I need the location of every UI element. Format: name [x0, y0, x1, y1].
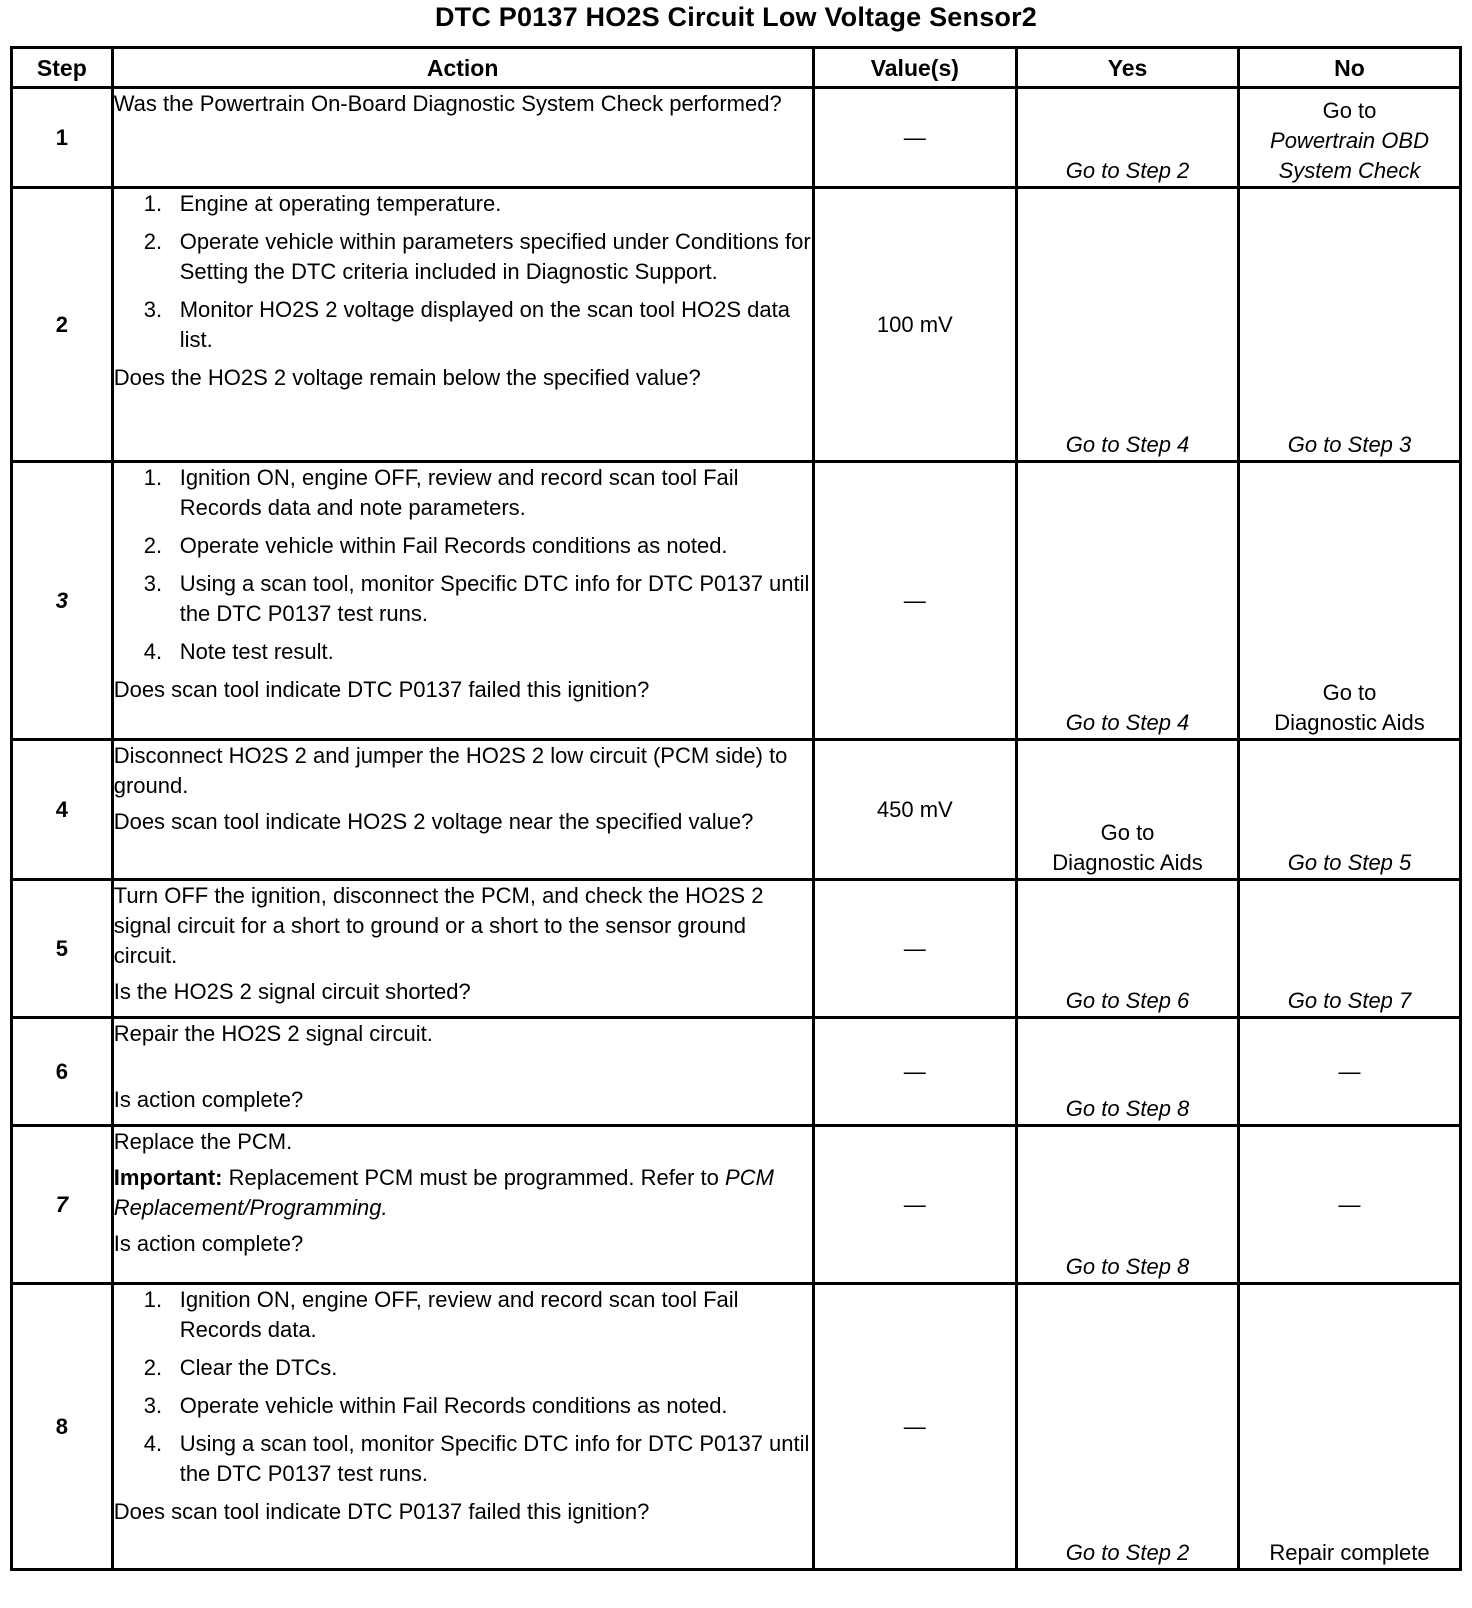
action-text: Repair the HO2S 2 signal circuit.: [113, 1021, 433, 1046]
no-cell: —: [1239, 1126, 1461, 1284]
action-step: 3. Using a scan tool, monitor Specific DTC info for DTC P0137 until the DTC P0137 test runs.: [143, 571, 810, 626]
action-text: Turn OFF the ignition, disconnect the PCM, and check the HO2S 2 signal circuit for a short to ground or a short to the sensor ground circuit.: [113, 883, 764, 968]
step-number: 1: [12, 88, 113, 188]
action-question: Is action complete?: [113, 1087, 304, 1112]
table-row-step-5: [12, 880, 1461, 1018]
no-cell: —: [1239, 1018, 1461, 1126]
yes-link[interactable]: Go to Step 8: [1065, 1254, 1190, 1279]
action-cell: [112, 740, 813, 880]
step-number: 4: [12, 740, 113, 880]
action-step: 2. Clear the DTCs.: [143, 1355, 338, 1380]
header-step: Step: [12, 48, 113, 88]
table-row-step-7: [12, 1126, 1461, 1284]
value-cell: —: [813, 880, 1016, 1018]
header-action: Action: [112, 48, 813, 88]
action-text: Replace the PCM.: [113, 1129, 293, 1154]
action-question: Is action complete?: [113, 1231, 304, 1256]
action-cell: [112, 1126, 813, 1284]
step-number: 3: [12, 462, 113, 740]
header-row: [12, 48, 1461, 88]
action-cell: [112, 880, 813, 1018]
yes-link[interactable]: Go to Step 2: [1065, 158, 1190, 183]
action-text: Was the Powertrain On-Board Diagnostic System Check performed?: [113, 91, 782, 116]
page-title: DTC P0137 HO2S Circuit Low Voltage Sensor2: [434, 2, 1038, 32]
no-link[interactable]: Diagnostic Aids: [1274, 710, 1425, 735]
pcm-replacement-link[interactable]: PCM Replacement/Programming.: [113, 1165, 774, 1220]
no-cell: [1239, 462, 1461, 740]
table-row-step-1: [12, 88, 1461, 188]
action-question: Does scan tool indicate DTC P0137 failed this ignition?: [113, 1499, 650, 1524]
step-number: 6: [12, 1018, 113, 1126]
action-step: 2. Operate vehicle within Fail Records conditions as noted.: [143, 533, 728, 558]
action-question: Does scan tool indicate HO2S 2 voltage near the specified value?: [113, 809, 754, 834]
value-cell: —: [813, 1284, 1016, 1570]
action-cell: [112, 462, 813, 740]
action-step: 2. Operate vehicle within parameters specified under Conditions for Setting the DTC criteria included in Diagnostic Support.: [143, 229, 811, 284]
value-cell: —: [813, 462, 1016, 740]
action-step: 4. Using a scan tool, monitor Specific DTC info for DTC P0137 until the DTC P0137 test runs.: [143, 1431, 810, 1486]
yes-link[interactable]: Diagnostic Aids: [1052, 850, 1203, 875]
no-cell: [1239, 188, 1461, 462]
yes-cell: [1017, 462, 1239, 740]
yes-cell: [1017, 88, 1239, 188]
action-steps: [114, 1285, 812, 1489]
action-cell: [112, 88, 813, 188]
action-cell: [112, 188, 813, 462]
yes-cell: [1017, 880, 1239, 1018]
no-cell: Repair complete: [1239, 1284, 1461, 1570]
no-link[interactable]: Go to Step 5: [1287, 850, 1412, 875]
action-steps: [114, 463, 812, 667]
action-steps: [114, 189, 812, 355]
yes-link[interactable]: Go to Step 4: [1065, 432, 1190, 457]
action-step: 3. Operate vehicle within Fail Records conditions as noted.: [143, 1393, 728, 1418]
step-number: 5: [12, 880, 113, 1018]
action-question: Is the HO2S 2 signal circuit shorted?: [113, 979, 471, 1004]
step-number: 2: [12, 188, 113, 462]
table-row-step-6: [12, 1018, 1461, 1126]
yes-cell: [1017, 740, 1239, 880]
action-cell: [112, 1018, 813, 1126]
no-link[interactable]: Go to Step 3: [1287, 432, 1412, 457]
header-values: Value(s): [813, 48, 1016, 88]
header-yes: Yes: [1017, 48, 1239, 88]
table-row-step-4: [12, 740, 1461, 880]
no-prefix: Go to: [1322, 98, 1377, 123]
no-cell: [1239, 740, 1461, 880]
yes-link[interactable]: Go to Step 4: [1065, 710, 1190, 735]
action-question: Does scan tool indicate DTC P0137 failed this ignition?: [113, 677, 650, 702]
no-link[interactable]: Go to Step 7: [1287, 988, 1412, 1013]
action-step: 4. Note test result.: [143, 639, 334, 664]
action-question: Does the HO2S 2 voltage remain below the specified value?: [113, 365, 701, 390]
value-cell: —: [813, 1018, 1016, 1126]
no-prefix: Go to: [1322, 680, 1377, 705]
yes-cell: [1017, 1018, 1239, 1126]
yes-link[interactable]: Go to Step 2: [1065, 1540, 1190, 1565]
step-number: 8: [12, 1284, 113, 1570]
action-step: 1. Engine at operating temperature.: [143, 191, 502, 216]
action-step: 1. Ignition ON, engine OFF, review and record scan tool Fail Records data.: [143, 1287, 739, 1342]
value-cell: 450 mV: [813, 740, 1016, 880]
diagnostic-table: [10, 46, 1462, 1571]
value-cell: —: [813, 1126, 1016, 1284]
action-step: 3. Monitor HO2S 2 voltage displayed on the scan tool HO2S data list.: [143, 297, 790, 352]
value-cell: 100 mV: [813, 188, 1016, 462]
step-number: 7: [12, 1126, 113, 1284]
table-row-step-8: [12, 1284, 1461, 1570]
yes-cell: [1017, 1284, 1239, 1570]
yes-link[interactable]: Go to Step 6: [1065, 988, 1190, 1013]
yes-cell: [1017, 1126, 1239, 1284]
action-step: 1. Ignition ON, engine OFF, review and record scan tool Fail Records data and note parameters.: [143, 465, 739, 520]
yes-prefix: Go to: [1100, 820, 1155, 845]
table-row-step-3: [12, 462, 1461, 740]
no-cell: [1239, 88, 1461, 188]
yes-link[interactable]: Go to Step 8: [1065, 1096, 1190, 1121]
important-note: Important: Replacement PCM must be programmed. Refer to PCM Replacement/Programming.: [113, 1165, 774, 1220]
yes-cell: [1017, 188, 1239, 462]
no-link[interactable]: Powertrain OBD System Check: [1270, 128, 1429, 183]
no-cell: [1239, 880, 1461, 1018]
header-no: No: [1239, 48, 1461, 88]
table-row-step-2: [12, 188, 1461, 462]
value-cell: —: [813, 88, 1016, 188]
action-cell: [112, 1284, 813, 1570]
action-text: Disconnect HO2S 2 and jumper the HO2S 2 low circuit (PCM side) to ground.: [113, 743, 788, 798]
